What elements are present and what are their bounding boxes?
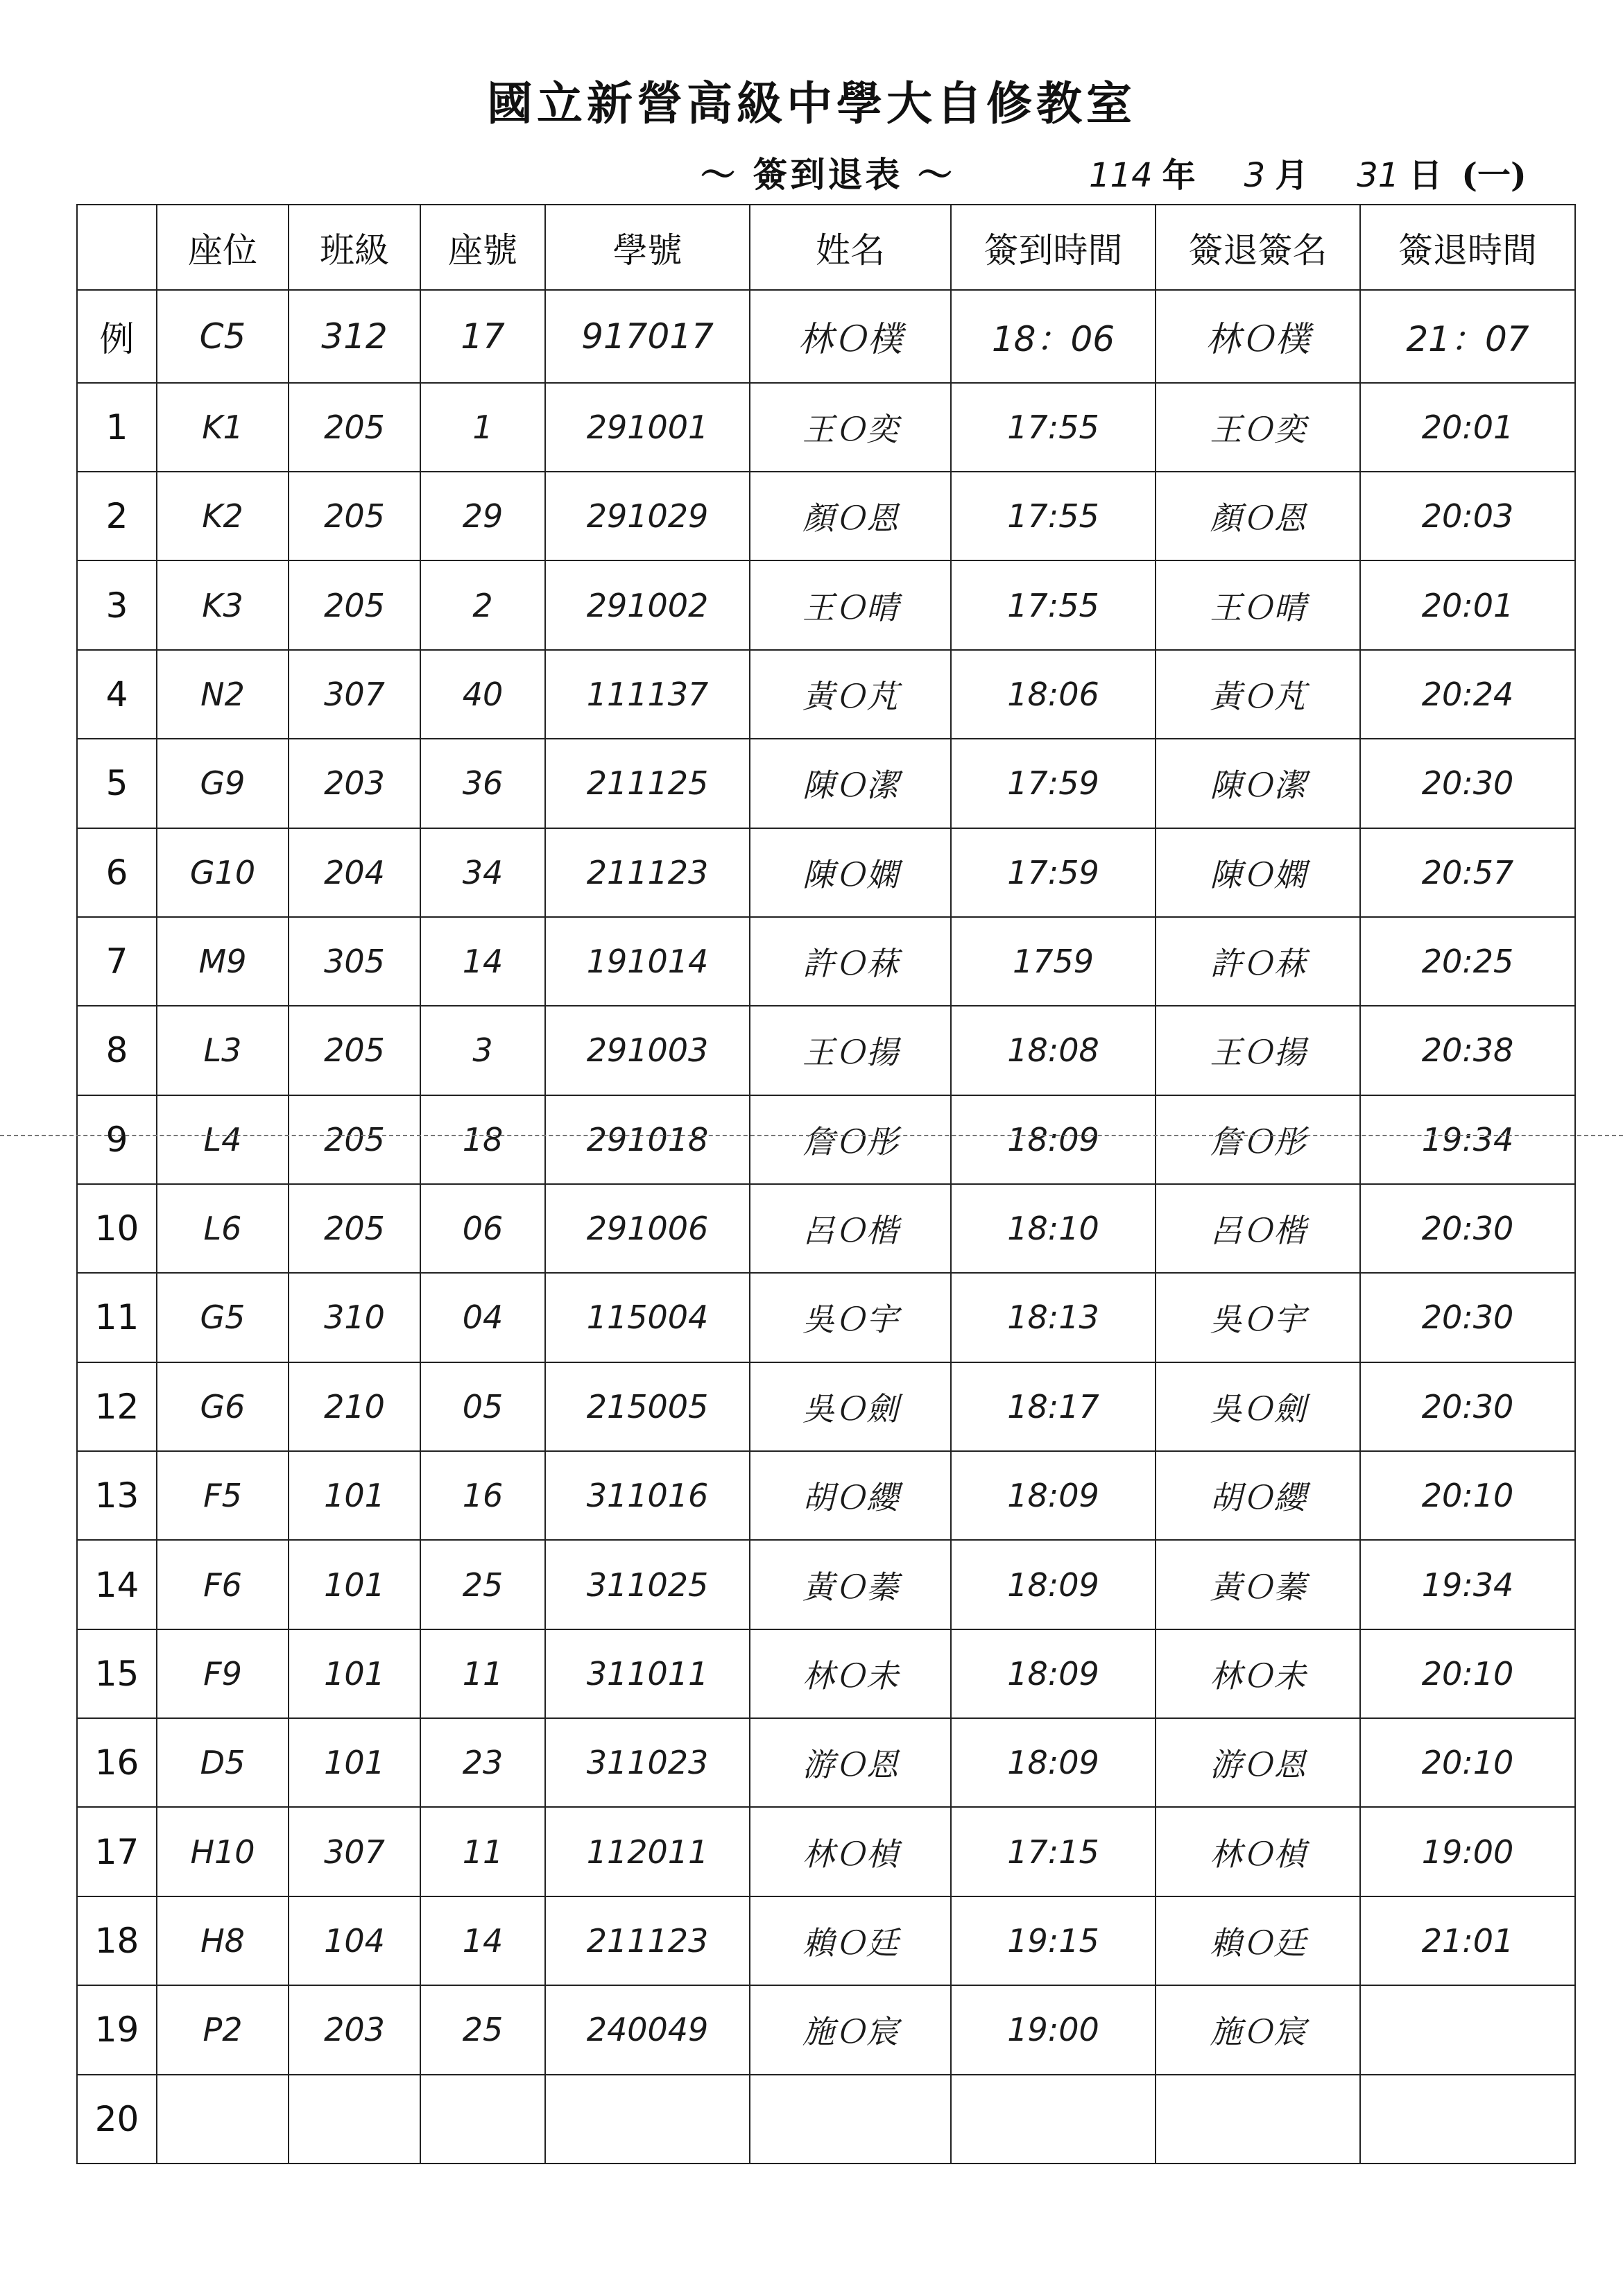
- seat-cell: [157, 2075, 289, 2164]
- row-number-cell: 5: [77, 739, 157, 828]
- seat-number-cell: 11: [420, 1807, 545, 1896]
- date-line: [1089, 148, 1527, 196]
- sign-out-signature-cell: 陳Ｏ嫻: [1156, 828, 1360, 917]
- table-header-row: [77, 205, 1575, 290]
- name-cell: 黃Ｏ芃: [750, 650, 951, 739]
- sign-out-time-cell: 20:30: [1360, 739, 1575, 828]
- seat-cell: M9: [157, 917, 289, 1006]
- seat-cell: K3: [157, 560, 289, 649]
- fold-line: [0, 1135, 1623, 1136]
- sign-in-time-cell: 19:15: [951, 1896, 1156, 1985]
- sign-out-time-cell: 20:25: [1360, 917, 1575, 1006]
- row-number-cell: 18: [77, 1896, 157, 1985]
- class-cell: 310: [289, 1273, 420, 1362]
- class-cell: 305: [289, 917, 420, 1006]
- sign-out-time-cell: [1360, 2075, 1575, 2164]
- sign-out-time-cell: 20:03: [1360, 472, 1575, 560]
- class-cell: 307: [289, 1807, 420, 1896]
- row-number-cell: 11: [77, 1273, 157, 1362]
- name-cell: 呂Ｏ楷: [750, 1184, 951, 1273]
- sign-out-time-cell: [1360, 1985, 1575, 2074]
- sign-out-time-cell: 20:24: [1360, 650, 1575, 739]
- seat-number-cell: 14: [420, 917, 545, 1006]
- table-row: [77, 1184, 1575, 1273]
- row-number-cell: 14: [77, 1540, 157, 1629]
- name-cell: 黃Ｏ蓁: [750, 1540, 951, 1629]
- sign-out-time-cell: 20:01: [1360, 560, 1575, 649]
- seat-number-cell: 34: [420, 828, 545, 917]
- sign-in-time-cell: 18:09: [951, 1095, 1156, 1184]
- seat-cell: G6: [157, 1362, 289, 1451]
- seat-number-cell: 16: [420, 1451, 545, 1540]
- sign-out-time-cell: 19:00: [1360, 1807, 1575, 1896]
- sign-out-time-cell: 20:10: [1360, 1718, 1575, 1807]
- student-id-cell: 311023: [545, 1718, 750, 1807]
- name-cell: 吳Ｏ劍: [750, 1362, 951, 1451]
- row-number-cell: 19: [77, 1985, 157, 2074]
- sign-out-time-cell: 20:38: [1360, 1006, 1575, 1095]
- sign-in-out-table: [76, 204, 1576, 2164]
- date-year-value: 114: [1089, 156, 1153, 195]
- name-cell: 陳Ｏ嫻: [750, 828, 951, 917]
- sign-out-time-cell: 19:34: [1360, 1540, 1575, 1629]
- date-weekday: (一): [1461, 156, 1527, 195]
- sign-out-signature-cell: 林Ｏ楨: [1156, 1807, 1360, 1896]
- student-id-cell: 291029: [545, 472, 750, 560]
- sign-out-signature-cell: 黃Ｏ蓁: [1156, 1540, 1360, 1629]
- seat-cell: G5: [157, 1273, 289, 1362]
- class-cell: 203: [289, 1985, 420, 2074]
- table-row: [77, 650, 1575, 739]
- name-cell: 林Ｏ楨: [750, 1807, 951, 1896]
- table-row: [77, 1718, 1575, 1807]
- header-seat: 座位: [157, 205, 289, 290]
- sign-out-signature-cell: 賴Ｏ廷: [1156, 1896, 1360, 1985]
- header-sign-out-signature: 簽退簽名: [1156, 205, 1360, 290]
- sign-out-signature-cell: [1156, 2075, 1360, 2164]
- sign-in-time-cell: 17:55: [951, 383, 1156, 472]
- seat-cell: F9: [157, 1629, 289, 1718]
- student-id-cell: 917017: [545, 290, 750, 383]
- class-cell: 203: [289, 739, 420, 828]
- sign-out-signature-cell: 吳Ｏ劍: [1156, 1362, 1360, 1451]
- row-number-cell: 7: [77, 917, 157, 1006]
- sign-out-signature-cell: 陳Ｏ潔: [1156, 739, 1360, 828]
- table-row: [77, 1896, 1575, 1985]
- sign-out-signature-cell: 王Ｏ奕: [1156, 383, 1360, 472]
- seat-cell: L3: [157, 1006, 289, 1095]
- table-row: [77, 560, 1575, 649]
- seat-number-cell: 40: [420, 650, 545, 739]
- class-cell: 204: [289, 828, 420, 917]
- row-number-cell: 12: [77, 1362, 157, 1451]
- seat-number-cell: 05: [420, 1362, 545, 1451]
- name-cell: 施Ｏ宸: [750, 1985, 951, 2074]
- seat-cell: K1: [157, 383, 289, 472]
- seat-number-cell: 1: [420, 383, 545, 472]
- sign-out-signature-cell: 游Ｏ恩: [1156, 1718, 1360, 1807]
- table-row: [77, 2075, 1575, 2164]
- student-id-cell: 115004: [545, 1273, 750, 1362]
- header-sign-out-time: 簽退時間: [1360, 205, 1575, 290]
- seat-cell: C5: [157, 290, 289, 383]
- student-id-cell: 291003: [545, 1006, 750, 1095]
- row-number-cell: 15: [77, 1629, 157, 1718]
- header-sign-in-time: 簽到時間: [951, 205, 1156, 290]
- seat-cell: F5: [157, 1451, 289, 1540]
- row-number-cell: 20: [77, 2075, 157, 2164]
- seat-cell: F6: [157, 1540, 289, 1629]
- sign-out-signature-cell: 顏Ｏ恩: [1156, 472, 1360, 560]
- row-number-cell: 1: [77, 383, 157, 472]
- table-row: [77, 1807, 1575, 1896]
- sign-in-time-cell: 19:00: [951, 1985, 1156, 2074]
- row-number-cell: 10: [77, 1184, 157, 1273]
- name-cell: 林Ｏ未: [750, 1629, 951, 1718]
- sign-in-time-cell: 17:59: [951, 739, 1156, 828]
- header-name: 姓名: [750, 205, 951, 290]
- date-day-label: 日: [1409, 156, 1443, 195]
- sign-in-time-cell: 18：06: [951, 290, 1156, 383]
- sign-out-signature-cell: 施Ｏ宸: [1156, 1985, 1360, 2074]
- table-row: [77, 1273, 1575, 1362]
- sign-out-signature-cell: 吳Ｏ宇: [1156, 1273, 1360, 1362]
- seat-number-cell: 25: [420, 1540, 545, 1629]
- student-id-cell: 311025: [545, 1540, 750, 1629]
- student-id-cell: 311011: [545, 1629, 750, 1718]
- table-row: [77, 383, 1575, 472]
- sign-out-time-cell: 20:10: [1360, 1629, 1575, 1718]
- date-month-value: 3: [1244, 156, 1266, 195]
- seat-cell: G10: [157, 828, 289, 917]
- name-cell: 許Ｏ菻: [750, 917, 951, 1006]
- row-number-cell: 16: [77, 1718, 157, 1807]
- sign-out-signature-cell: 呂Ｏ楷: [1156, 1184, 1360, 1273]
- class-cell: 101: [289, 1629, 420, 1718]
- class-cell: 307: [289, 650, 420, 739]
- name-cell: 王Ｏ揚: [750, 1006, 951, 1095]
- name-cell: 胡Ｏ纓: [750, 1451, 951, 1540]
- row-number-cell: 6: [77, 828, 157, 917]
- student-id-cell: 291006: [545, 1184, 750, 1273]
- student-id-cell: 311016: [545, 1451, 750, 1540]
- name-cell: 林Ｏ樸: [750, 290, 951, 383]
- class-cell: 205: [289, 1095, 420, 1184]
- document-title: 國立新營高級中學大自修教室: [487, 76, 1136, 130]
- seat-number-cell: 29: [420, 472, 545, 560]
- header-seat-number: 座號: [420, 205, 545, 290]
- form-subtitle: ～ 簽到退表 ～: [701, 154, 955, 195]
- sign-in-time-cell: 18:13: [951, 1273, 1156, 1362]
- sign-out-time-cell: 20:30: [1360, 1362, 1575, 1451]
- table-row: [77, 828, 1575, 917]
- class-cell: [289, 2075, 420, 2164]
- seat-cell: H8: [157, 1896, 289, 1985]
- name-cell: 王Ｏ奕: [750, 383, 951, 472]
- seat-number-cell: 11: [420, 1629, 545, 1718]
- student-id-cell: 211125: [545, 739, 750, 828]
- sign-out-time-cell: 20:01: [1360, 383, 1575, 472]
- header-class: 班級: [289, 205, 420, 290]
- seat-cell: P2: [157, 1985, 289, 2074]
- sign-in-time-cell: 18:06: [951, 650, 1156, 739]
- sign-out-time-cell: 20:57: [1360, 828, 1575, 917]
- student-id-cell: 291018: [545, 1095, 750, 1184]
- table-row: [77, 1095, 1575, 1184]
- class-cell: 210: [289, 1362, 420, 1451]
- seat-number-cell: 17: [420, 290, 545, 383]
- seat-number-cell: 2: [420, 560, 545, 649]
- row-number-cell: 13: [77, 1451, 157, 1540]
- example-row: [77, 290, 1575, 383]
- class-cell: 205: [289, 472, 420, 560]
- seat-number-cell: 3: [420, 1006, 545, 1095]
- seat-cell: L4: [157, 1095, 289, 1184]
- sign-out-time-cell: 21：07: [1360, 290, 1575, 383]
- student-id-cell: 215005: [545, 1362, 750, 1451]
- seat-number-cell: 36: [420, 739, 545, 828]
- sign-out-time-cell: 20:30: [1360, 1184, 1575, 1273]
- sign-in-time-cell: 17:59: [951, 828, 1156, 917]
- student-id-cell: 112011: [545, 1807, 750, 1896]
- student-id-cell: 240049: [545, 1985, 750, 2074]
- table-row: [77, 1451, 1575, 1540]
- sign-out-time-cell: 19:34: [1360, 1095, 1575, 1184]
- table-row: [77, 1540, 1575, 1629]
- student-id-cell: 211123: [545, 1896, 750, 1985]
- sign-out-time-cell: 21:01: [1360, 1896, 1575, 1985]
- sign-in-time-cell: 18:09: [951, 1540, 1156, 1629]
- table-row: [77, 1362, 1575, 1451]
- class-cell: 101: [289, 1540, 420, 1629]
- seat-number-cell: 14: [420, 1896, 545, 1985]
- table-row: [77, 1985, 1575, 2074]
- name-cell: [750, 2075, 951, 2164]
- row-number-cell: 4: [77, 650, 157, 739]
- student-id-cell: 291002: [545, 560, 750, 649]
- seat-number-cell: 23: [420, 1718, 545, 1807]
- name-cell: 吳Ｏ宇: [750, 1273, 951, 1362]
- name-cell: 顏Ｏ恩: [750, 472, 951, 560]
- table-row: [77, 1629, 1575, 1718]
- date-year-label: 年: [1162, 156, 1196, 195]
- header-row-number: [77, 205, 157, 290]
- sign-in-time-cell: 17:55: [951, 560, 1156, 649]
- seat-number-cell: 25: [420, 1985, 545, 2074]
- row-number-cell: 17: [77, 1807, 157, 1896]
- sign-out-signature-cell: 詹Ｏ彤: [1156, 1095, 1360, 1184]
- class-cell: 101: [289, 1718, 420, 1807]
- name-cell: 陳Ｏ潔: [750, 739, 951, 828]
- sign-in-time-cell: 1759: [951, 917, 1156, 1006]
- sign-out-signature-cell: 林Ｏ未: [1156, 1629, 1360, 1718]
- student-id-cell: 211123: [545, 828, 750, 917]
- seat-number-cell: 04: [420, 1273, 545, 1362]
- row-number-cell: 例: [77, 290, 157, 383]
- student-id-cell: 191014: [545, 917, 750, 1006]
- table-row: [77, 917, 1575, 1006]
- student-id-cell: [545, 2075, 750, 2164]
- sign-out-signature-cell: 王Ｏ揚: [1156, 1006, 1360, 1095]
- seat-cell: G9: [157, 739, 289, 828]
- sign-out-signature-cell: 王Ｏ晴: [1156, 560, 1360, 649]
- sign-out-signature-cell: 林Ｏ樸: [1156, 290, 1360, 383]
- date-month-label: 月: [1275, 156, 1309, 195]
- name-cell: 王Ｏ晴: [750, 560, 951, 649]
- seat-cell: H10: [157, 1807, 289, 1896]
- seat-cell: L6: [157, 1184, 289, 1273]
- student-id-cell: 291001: [545, 383, 750, 472]
- class-cell: 205: [289, 560, 420, 649]
- sign-out-signature-cell: 許Ｏ菻: [1156, 917, 1360, 1006]
- sign-out-signature-cell: 黃Ｏ芃: [1156, 650, 1360, 739]
- class-cell: 312: [289, 290, 420, 383]
- date-day-value: 31: [1357, 156, 1400, 195]
- name-cell: 游Ｏ恩: [750, 1718, 951, 1807]
- row-number-cell: 8: [77, 1006, 157, 1095]
- table-row: [77, 472, 1575, 560]
- name-cell: 詹Ｏ彤: [750, 1095, 951, 1184]
- class-cell: 101: [289, 1451, 420, 1540]
- sign-in-time-cell: 17:15: [951, 1807, 1156, 1896]
- class-cell: 104: [289, 1896, 420, 1985]
- name-cell: 賴Ｏ廷: [750, 1896, 951, 1985]
- class-cell: 205: [289, 1184, 420, 1273]
- header-student-id: 學號: [545, 205, 750, 290]
- seat-number-cell: 18: [420, 1095, 545, 1184]
- sign-in-time-cell: [951, 2075, 1156, 2164]
- sign-out-time-cell: 20:30: [1360, 1273, 1575, 1362]
- seat-number-cell: [420, 2075, 545, 2164]
- row-number-cell: 2: [77, 472, 157, 560]
- seat-cell: N2: [157, 650, 289, 739]
- sign-out-signature-cell: 胡Ｏ纓: [1156, 1451, 1360, 1540]
- seat-cell: K2: [157, 472, 289, 560]
- sign-in-time-cell: 18:09: [951, 1718, 1156, 1807]
- sign-in-time-cell: 18:09: [951, 1451, 1156, 1540]
- class-cell: 205: [289, 1006, 420, 1095]
- seat-cell: D5: [157, 1718, 289, 1807]
- table-row: [77, 739, 1575, 828]
- row-number-cell: 9: [77, 1095, 157, 1184]
- sign-in-time-cell: 18:17: [951, 1362, 1156, 1451]
- sign-in-time-cell: 17:55: [951, 472, 1156, 560]
- student-id-cell: 111137: [545, 650, 750, 739]
- sign-in-time-cell: 18:08: [951, 1006, 1156, 1095]
- class-cell: 205: [289, 383, 420, 472]
- sign-out-time-cell: 20:10: [1360, 1451, 1575, 1540]
- table-row: [77, 1006, 1575, 1095]
- seat-number-cell: 06: [420, 1184, 545, 1273]
- sign-in-time-cell: 18:09: [951, 1629, 1156, 1718]
- row-number-cell: 3: [77, 560, 157, 649]
- sign-in-time-cell: 18:10: [951, 1184, 1156, 1273]
